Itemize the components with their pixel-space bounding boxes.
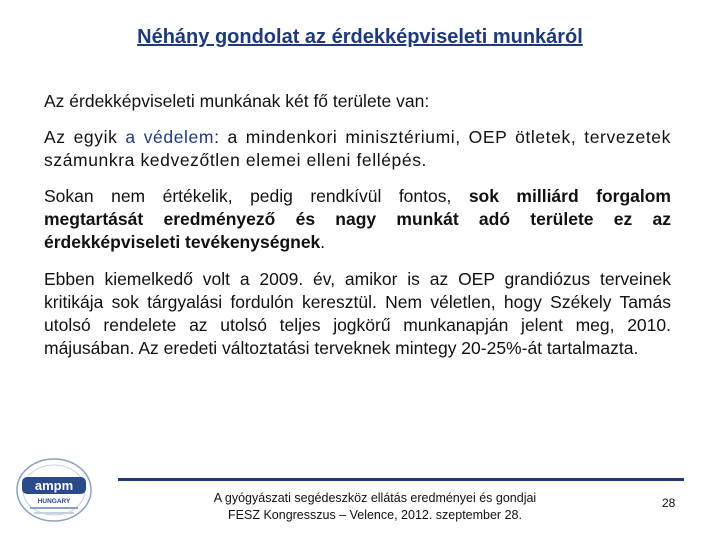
defense-paragraph-lead: Az egyik xyxy=(44,127,126,147)
logo-sub-text: HUNGARY xyxy=(37,498,71,505)
page-number: 28 xyxy=(662,496,676,510)
importance-paragraph-end: . xyxy=(320,232,326,252)
ampm-hungary-logo-icon xyxy=(14,455,94,525)
importance-bold-text: sok milliárd forgalom megtartását eredményező és nagy munkát adó területe ez az érdekképviseleti tevékenységnek xyxy=(44,186,671,252)
logo-main-text: ampm xyxy=(34,478,74,493)
defense-paragraph xyxy=(44,126,671,172)
history-paragraph: Ebben kiemelkedő volt a 2009. év, amikor is az OEP grandiózus terveinek kritikája sok tárgyalási fordulón keresztül. Nem véletlen, hogy Székely Tamás utolsó rendelete az utolsó teljes jogkörű munkanapján jelent meg, 2010. májusában. Az eredeti változtatási terveknek mintegy 20-25%-át tartalmazta. xyxy=(44,269,671,358)
defense-highlight: a védelem xyxy=(125,127,215,147)
footer-caption xyxy=(150,490,600,524)
footer-divider xyxy=(118,478,684,481)
importance-paragraph-lead: Sokan nem értékelik, pedig rendkívül fontos, xyxy=(44,186,469,206)
footer-line-1: A gyógyászati segédeszköz ellátás eredményei és gondjai xyxy=(213,491,537,505)
footer-line-2: FESZ Kongresszus – Velence, 2012. szeptember 28. xyxy=(228,508,522,522)
importance-paragraph xyxy=(44,185,671,254)
defense-paragraph-rest: : a mindenkori minisztériumi, OEP ötletek, tervezetek számunkra kedvezőtlen elemei elleni fellépés. xyxy=(44,127,671,170)
slide-title: Néhány gondolat az érdekképviseleti munkáról xyxy=(137,26,583,48)
intro-paragraph: Az érdekképviseleti munkának két fő területe van: xyxy=(44,91,430,111)
